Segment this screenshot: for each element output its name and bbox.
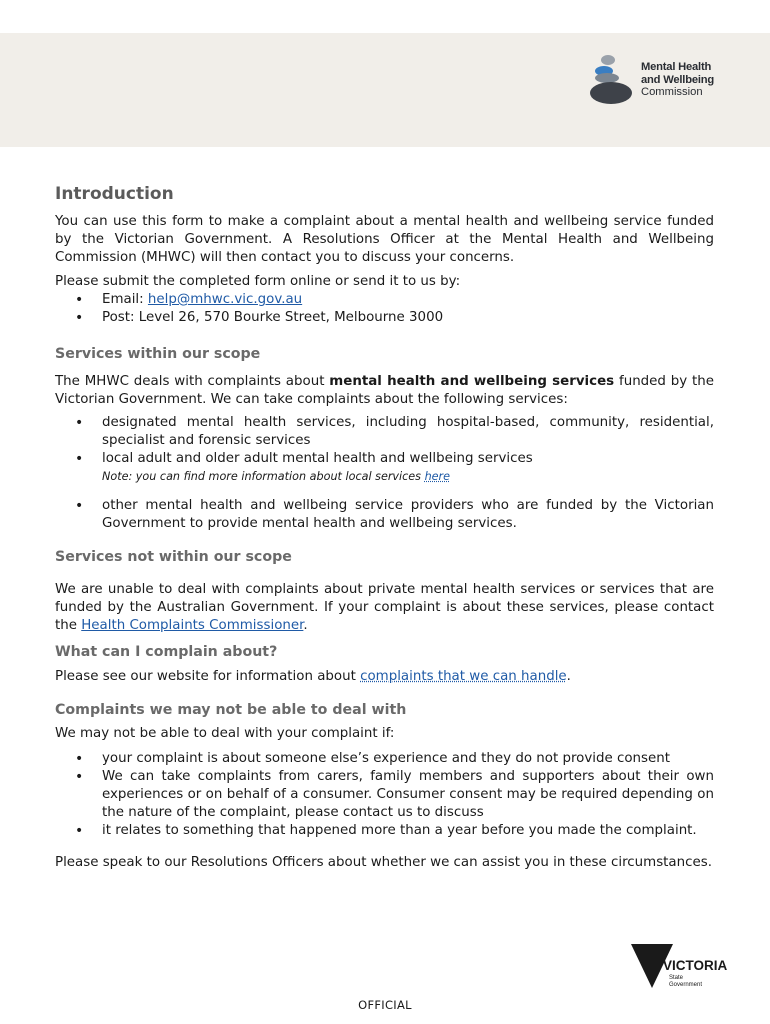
may-not-heading: Complaints we may not be able to deal with bbox=[55, 702, 407, 718]
introduction-heading: Introduction bbox=[55, 184, 174, 204]
list-item: • local adult and older adult mental health and wellbeing services Note: you can find more information about local services here bbox=[55, 450, 714, 485]
in-scope-list bbox=[55, 414, 714, 533]
document-body bbox=[55, 183, 714, 872]
post-item: • Post: Level 26, 570 Bourke Street, Melbourne 3000 bbox=[55, 309, 714, 327]
victoria-sub-2: Government bbox=[669, 982, 703, 988]
in-scope-heading: Services within our scope bbox=[55, 346, 261, 362]
list-item: • other mental health and wellbeing service providers who are funded by the Victorian Government to provide mental health and wellbeing services. bbox=[55, 497, 714, 533]
health-complaints-commissioner-link[interactable]: Health Complaints Commissioner bbox=[81, 618, 304, 633]
list-item: • your complaint is about someone else’s experience and they do not provide consent bbox=[55, 750, 714, 768]
submit-instructions: Please submit the completed form online or send it to us by: bbox=[55, 274, 461, 289]
not-in-scope-paragraph: We are unable to deal with complaints about private mental health services or services that are funded by the Australian Government. If your complaint is about these services, please contact the Health Complaints Commissioner. bbox=[55, 582, 714, 633]
classification-label: OFFICIAL bbox=[358, 998, 412, 1012]
in-scope-paragraph: The MHWC deals with complaints about mental health and wellbeing services funded by the Victorian Government. We can take complaints about the following services: bbox=[55, 374, 714, 407]
mhwc-logo bbox=[590, 53, 730, 105]
list-item: • We can take complaints from carers, family members and supporters about their own experiences or on behalf of a consumer. Consumer consent may be required depending on the nature of the complaint, please contact us to discuss bbox=[55, 768, 714, 822]
complain-about-paragraph: Please see our website for information about complaints that we can handle. bbox=[55, 669, 571, 684]
local-services-link[interactable]: here bbox=[424, 470, 451, 483]
victoria-wordmark: VICTORIA bbox=[663, 958, 728, 973]
logo-line-3: Commission bbox=[641, 86, 703, 98]
victoria-logo-mark bbox=[629, 942, 728, 990]
may-not-intro: We may not be able to deal with your complaint if: bbox=[55, 726, 395, 741]
list-item: • it relates to something that happened more than a year before you made the complaint. bbox=[55, 822, 714, 840]
complaints-we-can-handle-link[interactable]: complaints that we can handle bbox=[360, 669, 567, 684]
email-item: • Email: help@mhwc.vic.gov.au bbox=[55, 291, 714, 309]
local-services-note: Note: you can find more information about local services here bbox=[102, 470, 451, 483]
not-in-scope-heading: Services not within our scope bbox=[55, 549, 292, 565]
logo-line-1: Mental Health bbox=[641, 61, 712, 73]
closing-paragraph: Please speak to our Resolutions Officers about whether we can assist you in these circumstances. bbox=[55, 855, 712, 870]
stacked-stones-icon bbox=[590, 53, 634, 105]
complain-about-heading: What can I complain about? bbox=[55, 644, 278, 660]
list-item: • designated mental health services, including hospital-based, community, residential, specialist and forensic services bbox=[55, 414, 714, 450]
victoria-sub-1: State bbox=[669, 975, 684, 981]
email-link[interactable]: help@mhwc.vic.gov.au bbox=[147, 292, 303, 307]
may-not-list bbox=[55, 750, 714, 840]
contact-list bbox=[55, 291, 714, 327]
victoria-government-logo bbox=[629, 942, 728, 990]
intro-paragraph: You can use this form to make a complaint about a mental health and wellbeing service funded by the Victorian Government. A Resolutions Officer at the Mental Health and Wellbeing Commission (MHWC) will then contact you to discuss your concerns. bbox=[55, 214, 714, 265]
logo-line-2: and Wellbeing bbox=[641, 73, 715, 86]
